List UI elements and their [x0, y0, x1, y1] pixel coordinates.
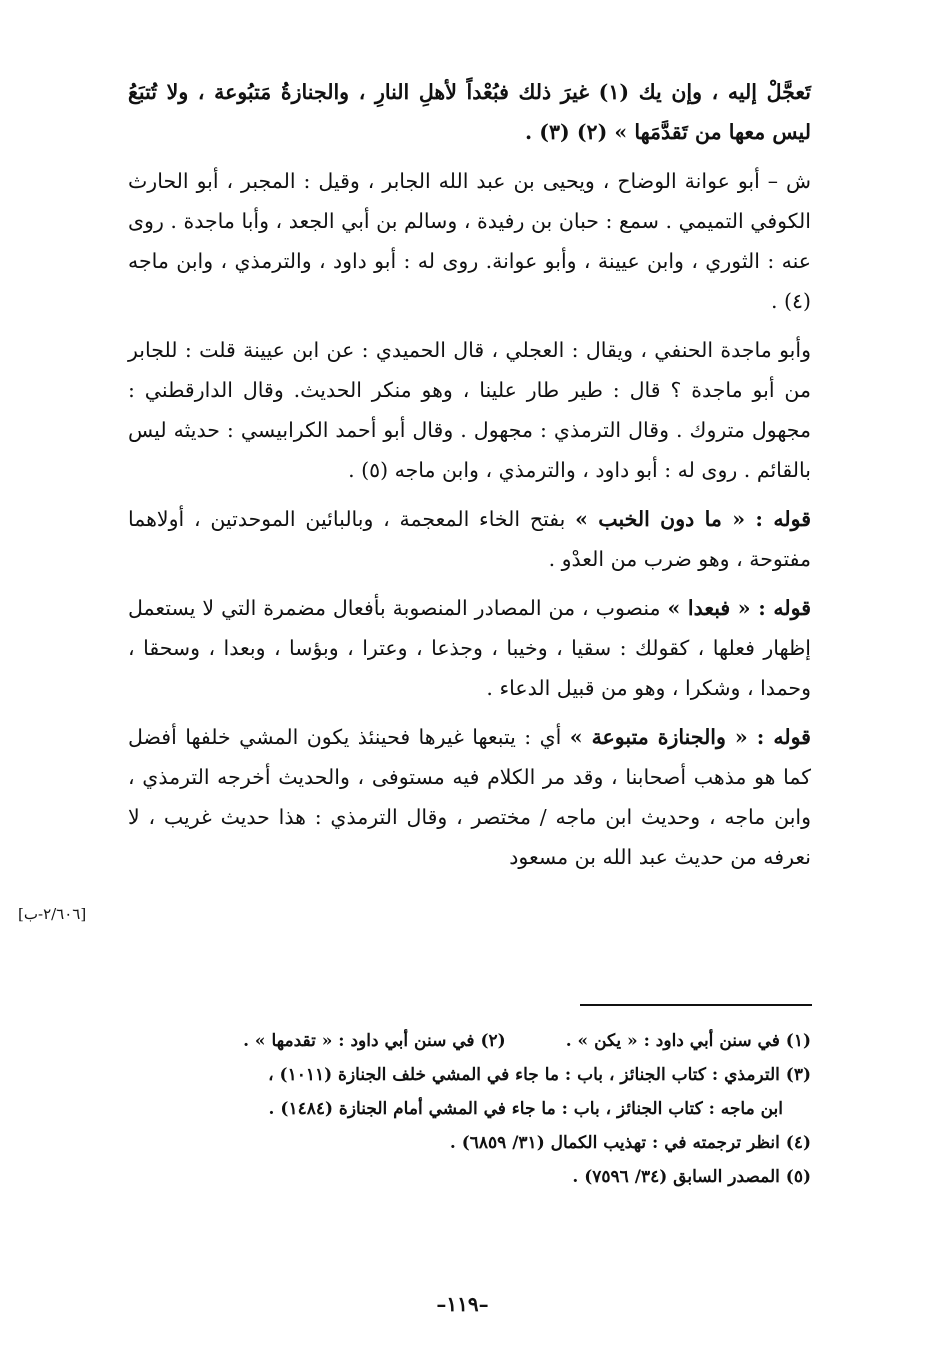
main-text — [128, 72, 811, 886]
footnote-5: (٥) المصدر السابق (٣٤/ ٧٥٩٦) . — [572, 1167, 811, 1187]
footnote-2: (٢) في سنن أبي داود : « تقدمها » . — [243, 1031, 506, 1051]
footnotes — [128, 1024, 811, 1194]
paragraph-text: أي : يتبعها غيرها فحينئذ يكون المشي خلفها أفضل كما هو مذهب أصحابنا ، وقد مر الكلام فيه مستوفى ، والحديث أخرجه الترمذي ، وابن ماجه ، وحديث ابن ماجه / مختصر ، وقال الترمذي : هذا حديث غريب ، لا نعرفه من حديث عبد الله بن مسعود — [128, 725, 811, 869]
quote-lead: قوله : « والجنازة متبوعة » — [569, 725, 811, 749]
page-number: –١١٩– — [436, 1292, 489, 1316]
paragraph-janaza — [128, 717, 811, 877]
manuscript-folio-marker: [٢/٦٠٦-ب] — [18, 905, 87, 923]
paragraph-text: منصوب ، من المصادر المنصوبة بأفعال مضمرة التي لا يستعمل إظهار فعلها ، كقولك : سقيا ، وخيبا ، وجذعا ، وعترا ، وبؤسا ، وبعدا ، وسحقا ، وحمدا ، وشكرا ، وهو من قبيل الدعاء . — [128, 596, 811, 700]
hadith-text: تَعجَّلْ إليه ، وإن يك (١) غيرَ ذلك فبُعْداً لأهلِ النارِ ، والجنازةُ مَتبُوعة ، ولا تُتبَعُ ليس معها من تَقدَّمَها » (٢) (٣) . — [128, 80, 811, 144]
footnote-3: (٣) الترمذي : كتاب الجنائز ، باب : ما جاء في المشي خلف الجنازة (١٠١١) ، — [268, 1065, 811, 1085]
paragraph-khabab — [128, 499, 811, 579]
footnote-4: (٤) انظر ترجمته في : تهذيب الكمال (٣١/ ٦٨٥٩) . — [449, 1133, 811, 1153]
footnote-1: (١) في سنن أبي داود : « يكن » . — [565, 1031, 811, 1051]
footnote-divider — [580, 1004, 812, 1006]
paragraph-abu-majida: وأبو ماجدة الحنفي ، ويقال : العجلي ، قال الحميدي : عن ابن عيينة قلت : للجابر من أبو ماجدة ؟ قال : طير طار علينا ، وهو منكر الحديث. وقال الدارقطني : مجهول متروك . وقال الترمذي : مجهول . وقال أبو أحمد الكرابيسي : حديثه ليس بالقائم . روى له : أبو داود ، والترمذي ، وابن ماجه (٥) . — [128, 338, 811, 482]
quote-lead: قوله : « فبعدا » — [667, 596, 811, 620]
paragraph-fabudan — [128, 588, 811, 708]
paragraph-narrator: ش – أبو عوانة الوضاح ، ويحيى بن عبد الله الجابر ، وقيل : المجبر ، أبو الحارث الكوفي التميمي . سمع : حبان بن رفيدة ، وسالم بن أبي الجعد ، وأبا ماجدة . روى عنه : الثوري ، وابن عيينة ، وأبو عوانة. روى له : أبو داود ، والترمذي ، وابن ماجه (٤) . — [128, 169, 811, 313]
quote-lead: قوله : « ما دون الخبب » — [575, 507, 811, 531]
paragraph-text: بفتح الخاء المعجمة ، وبالبائين الموحدتين ، أولاهما مفتوحة ، وهو ضرب من العدْو . — [128, 507, 811, 571]
footnote-3-continued: ابن ماجه : كتاب الجنائز ، باب : ما جاء في المشي أمام الجنازة (١٤٨٤) . — [268, 1099, 783, 1119]
